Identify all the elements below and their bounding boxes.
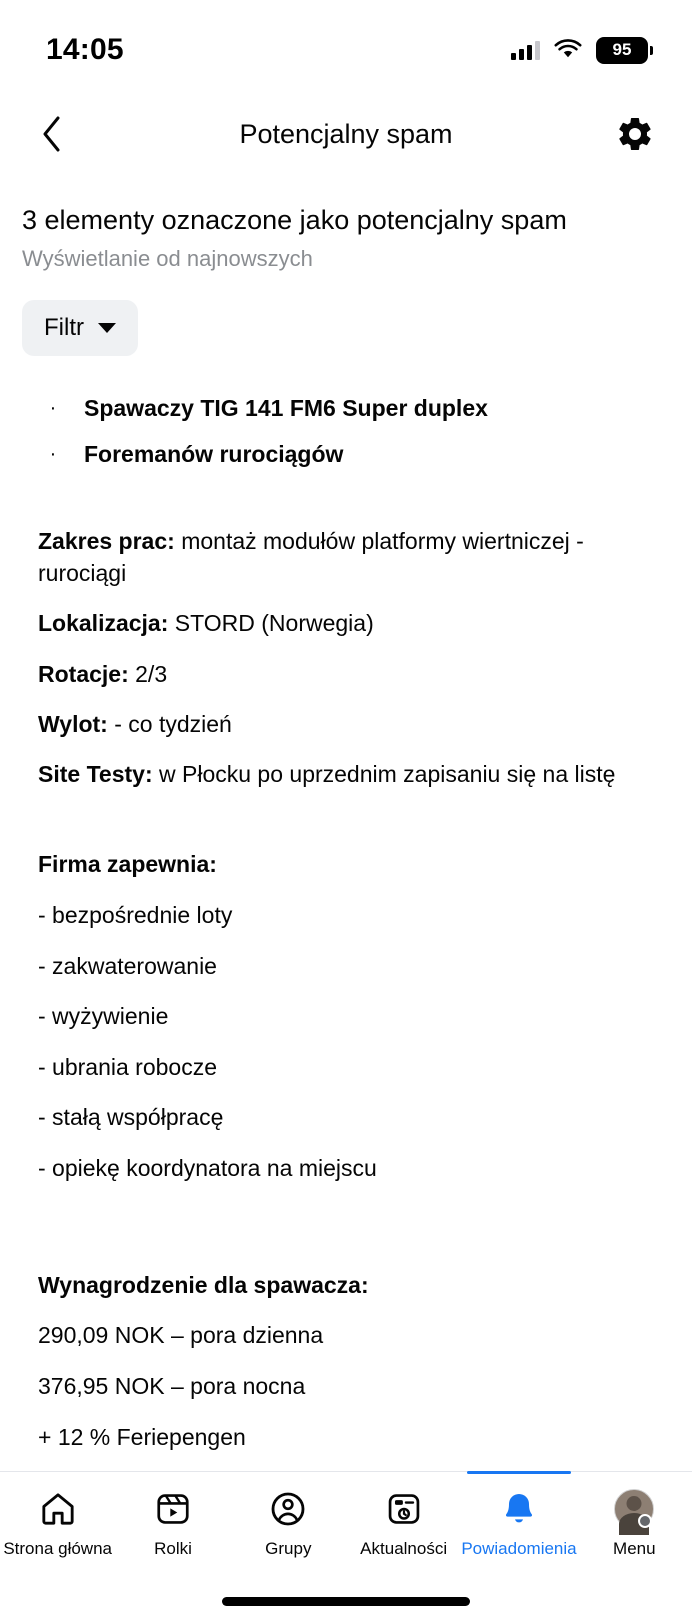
detail-value: - co tydzień	[107, 710, 232, 737]
spacer	[22, 485, 670, 525]
home-indicator[interactable]	[222, 1597, 470, 1606]
detail-row	[38, 607, 670, 639]
nav-bar	[0, 92, 692, 176]
bullet-label: Spawaczy TIG 141 FM6 Super duplex	[84, 394, 488, 421]
tab-notifications[interactable]	[461, 1472, 576, 1578]
home-indicator-area	[0, 1578, 692, 1624]
back-chevron-icon[interactable]	[26, 108, 78, 160]
company-item: - stałą współpracę	[38, 1104, 224, 1131]
spacer	[22, 808, 670, 848]
tab-label: Aktualności	[360, 1539, 448, 1559]
spam-subline: Wyświetlanie od najnowszych	[22, 245, 313, 271]
tab-news[interactable]	[346, 1472, 461, 1578]
detail-row	[38, 658, 670, 690]
detail-value: w Płocku po uprzednim zapisaniu się na listę	[152, 761, 616, 787]
chevron-down-icon	[98, 323, 116, 333]
bottom-tab-bar	[0, 1471, 692, 1578]
detail-row	[38, 708, 670, 740]
reels-icon	[154, 1488, 192, 1530]
battery-indicator	[596, 37, 648, 64]
tab-label: Grupy	[265, 1539, 312, 1559]
home-icon	[38, 1488, 78, 1530]
company-item: - wyżywienie	[38, 1003, 169, 1030]
bullet-label: Foremanów rurociągów	[84, 441, 344, 468]
status-indicators	[511, 29, 648, 64]
spam-headline: 3 elementy oznaczone jako potencjalny spam	[22, 205, 567, 235]
salary-item: 376,95 NOK – pora nocna	[38, 1373, 306, 1400]
cellular-signal-icon	[511, 40, 540, 60]
company-item: - zakwaterowanie	[38, 952, 217, 979]
company-item: - ubrania robocze	[38, 1053, 217, 1080]
detail-label: Lokalizacja:	[38, 610, 169, 637]
detail-value: 2/3	[128, 660, 168, 687]
content-area	[0, 176, 692, 1471]
gear-icon[interactable]	[610, 109, 660, 159]
detail-row	[38, 758, 670, 790]
groups-icon	[268, 1488, 308, 1530]
battery-level: 95	[612, 40, 632, 59]
detail-label: Zakres prac:	[38, 528, 175, 555]
detail-value: montaż modułów platformy wiertniczej - rurociągi	[38, 528, 584, 587]
detail-label: Site Testy:	[38, 761, 153, 787]
news-icon	[385, 1488, 423, 1530]
tab-label: Strona główna	[3, 1539, 112, 1559]
tab-reels[interactable]	[115, 1472, 230, 1578]
salary-section-title: Wynagrodzenie dla spawacza:	[38, 1271, 369, 1298]
detail-label: Rotacje:	[38, 660, 129, 687]
company-section-title: Firma zapewnia:	[38, 851, 217, 878]
filter-button[interactable]	[22, 300, 138, 356]
salary-item: + 12 % Feriepengen	[38, 1423, 246, 1450]
tab-label: Rolki	[154, 1539, 192, 1559]
detail-value: STORD (Norwegia)	[168, 610, 374, 637]
list-item	[22, 392, 670, 425]
spacer	[22, 1203, 670, 1269]
post-body	[22, 378, 670, 1454]
tab-label: Menu	[613, 1539, 656, 1559]
tab-home[interactable]	[0, 1472, 115, 1578]
wifi-icon	[554, 40, 582, 60]
bullet-marker: ·	[49, 396, 57, 419]
bell-icon	[499, 1488, 539, 1530]
filter-label: Filtr	[44, 313, 84, 341]
salary-item: 290,09 NOK – pora dzienna	[38, 1322, 324, 1349]
list-item	[22, 438, 670, 471]
tab-groups[interactable]	[231, 1472, 346, 1578]
bullet-marker: ·	[49, 443, 57, 466]
detail-row	[38, 525, 670, 589]
company-item: - opiekę koordynatora na miejscu	[38, 1155, 377, 1182]
tab-menu[interactable]	[577, 1472, 692, 1578]
profile-avatar-icon	[614, 1488, 654, 1530]
page-title: Potencjalny spam	[239, 118, 453, 149]
status-time: 14:05	[46, 33, 124, 66]
status-bar	[0, 0, 692, 92]
company-item: - bezpośrednie loty	[38, 901, 233, 928]
tab-label: Powiadomienia	[461, 1539, 577, 1559]
detail-label: Wylot:	[38, 710, 108, 737]
